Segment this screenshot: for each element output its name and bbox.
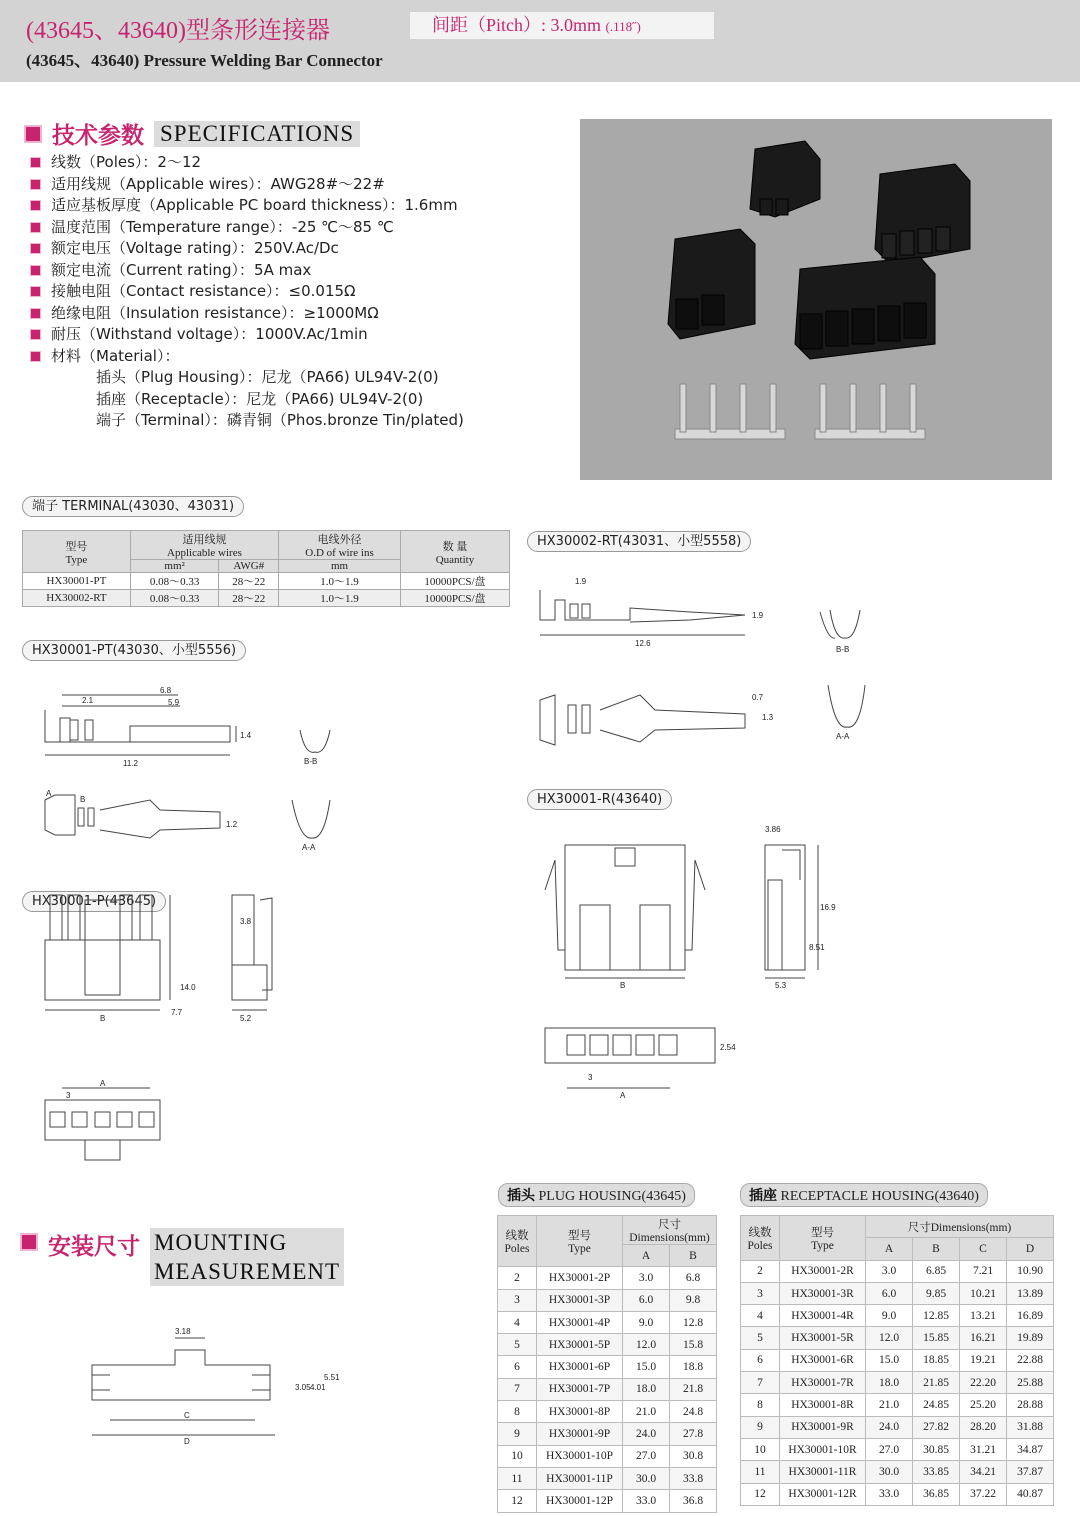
cell: HX30001-5P [537, 1334, 623, 1356]
cell: 1.0～1.9 [279, 590, 401, 607]
specifications-heading [24, 117, 360, 150]
table-row [741, 1483, 1054, 1505]
table-row [498, 1334, 717, 1356]
cell: 30.85 [913, 1438, 960, 1460]
bullet-icon [30, 243, 41, 254]
dim-text: 6.8 [160, 686, 172, 695]
pt-drawing-label: HX30001-PT(43030、小型5556) [22, 640, 246, 661]
dim-text: B [80, 795, 86, 804]
dim-text: 5.3 [775, 981, 787, 990]
cell: 7.21 [960, 1260, 1007, 1282]
cell: 9.85 [913, 1282, 960, 1304]
th-type [23, 531, 131, 573]
specifications-title-cn: 技术参数 [52, 123, 144, 149]
th-od [279, 531, 401, 560]
cell: HX30001-2P [537, 1267, 623, 1289]
cell: 31.88 [1007, 1416, 1054, 1438]
spec-item [30, 195, 464, 217]
cell: 12 [741, 1483, 780, 1505]
plug-housing-label-en: PLUG HOUSING(43645) [538, 1189, 686, 1204]
dim-text: 1.9 [752, 611, 764, 620]
th-od-en: O.D of wire ins [305, 547, 374, 559]
specifications-list [30, 152, 464, 432]
cell: 37.87 [1007, 1461, 1054, 1483]
table-row [741, 1438, 1054, 1460]
dim-text: 1.9 [575, 577, 587, 586]
cell: 5 [498, 1334, 537, 1356]
table-row [741, 1260, 1054, 1282]
cell: 3 [498, 1289, 537, 1311]
drawings-right [520, 560, 836, 1100]
cell: 21.8 [670, 1378, 717, 1400]
cell: 11 [741, 1461, 780, 1483]
dim-text: 1.3 [762, 713, 774, 722]
th-poles [741, 1216, 780, 1261]
cell: 36.8 [670, 1490, 717, 1512]
table-row [741, 1416, 1054, 1438]
th-qty [400, 531, 509, 573]
dim-text: B [620, 981, 626, 990]
cell: 13.21 [960, 1305, 1007, 1327]
mounting-title-en [150, 1228, 344, 1286]
table-row [498, 1267, 717, 1289]
cell: HX30001-4R [780, 1305, 866, 1327]
cell: HX30001-9P [537, 1423, 623, 1445]
mounting-title-cn: 安装尺寸 [48, 1234, 140, 1260]
th-qty-en: Quantity [435, 553, 475, 566]
cell: 12 [498, 1490, 537, 1512]
cell: 18.0 [866, 1372, 913, 1394]
table-row [23, 590, 510, 607]
dim-text: 5.9 [168, 698, 180, 707]
page-title: (43645、43640)型条形连接器 [26, 18, 330, 44]
cell: 27.8 [670, 1423, 717, 1445]
th-poles-cn: 线数 [748, 1226, 772, 1239]
cell: 12.0 [623, 1334, 670, 1356]
dim-text: B-B [304, 757, 318, 766]
dim-text: 3.86 [765, 825, 781, 834]
spec-item [30, 260, 464, 282]
table-row [498, 1356, 717, 1378]
cell: HX30001-3R [780, 1282, 866, 1304]
dim-text: A-A [302, 843, 316, 852]
spec-item [30, 303, 464, 325]
bullet-icon [30, 286, 41, 297]
cell: 22.20 [960, 1372, 1007, 1394]
table-row [498, 1289, 717, 1311]
spec-item [30, 346, 464, 368]
dim-text: 3.18 [175, 1327, 191, 1336]
cell: 18.8 [670, 1356, 717, 1378]
drawings-left [0, 660, 520, 1180]
th-type-en: Type [65, 553, 88, 566]
terminal-label: 端子 TERMINAL(43030、43031) [22, 496, 244, 517]
cell: 12.8 [670, 1311, 717, 1333]
cell: 5 [741, 1327, 780, 1349]
cell: 8 [741, 1394, 780, 1416]
spec-text: 耐压（Withstand voltage）：1000V.Ac/1min [51, 325, 368, 343]
cell: 30.8 [670, 1445, 717, 1467]
th-type-cn: 型号 [65, 540, 88, 553]
specifications-title-en: SPECIFICATIONS [154, 121, 360, 147]
cell: HX30001-12P [537, 1490, 623, 1512]
cell: 21.0 [866, 1394, 913, 1416]
th-mm2: mm² [130, 560, 219, 573]
receptacle-housing-label-cn: 插座 [749, 1189, 777, 1204]
th-poles [498, 1216, 537, 1267]
cell: 0.08～0.33 [130, 573, 219, 590]
cell: 10000PCS/盘 [400, 590, 509, 607]
bullet-icon [30, 222, 41, 233]
cell: 34.87 [1007, 1438, 1054, 1460]
cell: 15.85 [913, 1327, 960, 1349]
cell: 30.0 [866, 1461, 913, 1483]
table-row [498, 1423, 717, 1445]
cell: HX30001-11P [537, 1467, 623, 1489]
th-a: A [866, 1238, 913, 1260]
plug-housing-table [497, 1215, 717, 1513]
cell: 27.0 [866, 1438, 913, 1460]
spec-text: 额定电压（Voltage rating）：250V.Ac/Dc [51, 239, 339, 257]
cell: 19.21 [960, 1349, 1007, 1371]
th-poles-en: Poles [504, 1243, 530, 1256]
cell: 3.0 [866, 1260, 913, 1282]
dim-text: 14.0 [180, 983, 196, 992]
dim-text: 12.6 [635, 639, 651, 648]
mounting-drawing [80, 1320, 380, 1450]
receptacle-housing-label [740, 1183, 988, 1207]
table-row [23, 573, 510, 590]
table-row [741, 1305, 1054, 1327]
cell: 7 [498, 1378, 537, 1400]
cell: HX30001-2R [780, 1260, 866, 1282]
terminal-table [22, 530, 510, 607]
receptacle-housing-table [740, 1215, 1054, 1506]
dim-text: A-A [836, 732, 850, 741]
cell: 30.0 [623, 1467, 670, 1489]
dim-text: 0.7 [752, 693, 764, 702]
cell: 6.85 [913, 1260, 960, 1282]
cell: 1.0～1.9 [279, 573, 401, 590]
cell: 21.85 [913, 1372, 960, 1394]
cell: 27.82 [913, 1416, 960, 1438]
th-type [537, 1216, 623, 1267]
dim-text: 5.2 [240, 1014, 252, 1023]
dim-text: A [46, 789, 52, 798]
dim-text: 8.51 [809, 943, 825, 952]
dim-text: 1.4 [240, 731, 252, 740]
cell: 28～22 [219, 590, 279, 607]
cell: 18.85 [913, 1349, 960, 1371]
dim-text: 3 [66, 1091, 71, 1100]
th-b: B [670, 1245, 717, 1267]
table-row [741, 1349, 1054, 1371]
th-awg: AWG# [219, 560, 279, 573]
cell: 11 [498, 1467, 537, 1489]
cell: HX30001-8R [780, 1394, 866, 1416]
page-subtitle: (43645、43640) Pressure Welding Bar Connector [26, 51, 383, 70]
cell: 24.85 [913, 1394, 960, 1416]
cell: 12.85 [913, 1305, 960, 1327]
cell: 15.0 [623, 1356, 670, 1378]
cell: 10.90 [1007, 1260, 1054, 1282]
dim-text: 3 [588, 1073, 593, 1082]
cell: 8 [498, 1401, 537, 1423]
dim-text: 2.1 [82, 696, 94, 705]
bullet-icon [30, 200, 41, 211]
cell: HX30001-PT [23, 573, 131, 590]
th-wires [130, 531, 278, 560]
th-poles-en: Poles [747, 1239, 773, 1252]
p-drawing-label: HX30001-P(43645) [22, 891, 166, 912]
cell: HX30001-11R [780, 1461, 866, 1483]
cell: HX30001-6R [780, 1349, 866, 1371]
cell: 9.0 [623, 1311, 670, 1333]
spec-text: 额定电流（Current rating）：5A max [51, 260, 312, 279]
th-od-unit: mm [279, 560, 401, 573]
cell: 24.8 [670, 1401, 717, 1423]
pitch-label: 间距（Pitch）: [432, 15, 547, 35]
table-row [741, 1394, 1054, 1416]
th-wires-en: Applicable wires [167, 547, 242, 559]
cell: 10000PCS/盘 [400, 573, 509, 590]
cell: 9 [741, 1416, 780, 1438]
cell: 37.22 [960, 1483, 1007, 1505]
cell: 28.20 [960, 1416, 1007, 1438]
cell: 4 [741, 1305, 780, 1327]
cell: 10 [741, 1438, 780, 1460]
cell: 2 [741, 1260, 780, 1282]
th-b: B [913, 1238, 960, 1260]
cell: 9 [498, 1423, 537, 1445]
spec-item [30, 217, 464, 239]
cell: 6.8 [670, 1267, 717, 1289]
th-d: D [1007, 1238, 1054, 1260]
cell: 6 [741, 1349, 780, 1371]
material-item: 插头（Plug Housing）：尼龙（PA66) UL94V-2(0) [96, 368, 439, 386]
cell: 15.0 [866, 1349, 913, 1371]
receptacle-housing-label-en: RECEPTACLE HOUSING(43640) [780, 1189, 979, 1204]
cell: 21.0 [623, 1401, 670, 1423]
square-bullet-icon [20, 1233, 38, 1251]
cell: 36.85 [913, 1483, 960, 1505]
cell: 24.0 [866, 1416, 913, 1438]
th-a: A [623, 1245, 670, 1267]
spec-text: 线数（Poles）：2～12 [51, 153, 202, 171]
th-od-cn: 电线外径 [317, 534, 362, 546]
cell: 10 [498, 1445, 537, 1467]
spec-text: 温度范围（Temperature range）：-25 ℃～85 ℃ [51, 217, 394, 236]
spec-item [30, 281, 464, 303]
dim-text: 5.51 [324, 1373, 340, 1382]
th-poles-cn: 线数 [505, 1230, 529, 1243]
cell: 3 [741, 1282, 780, 1304]
cell: 7 [741, 1372, 780, 1394]
pitch-box [410, 12, 714, 39]
table-row [741, 1461, 1054, 1483]
page-header [0, 0, 1080, 82]
th-dims: 尺寸Dimensions(mm) [866, 1216, 1054, 1238]
cell: HX30001-7P [537, 1378, 623, 1400]
rt-drawing-label: HX30002-RT(43031、小型5558) [527, 531, 751, 552]
th-dims: 尺寸Dimensions(mm) [623, 1216, 717, 1245]
spec-text: 绝缘电阻（Insulation resistance）：≥1000MΩ [51, 303, 379, 322]
th-type [780, 1216, 866, 1261]
dim-text: A [100, 1079, 106, 1088]
plug-housing-label [498, 1183, 695, 1207]
bullet-icon [30, 351, 41, 362]
cell: HX30001-6P [537, 1356, 623, 1378]
cell: 6 [498, 1356, 537, 1378]
bullet-icon [30, 179, 41, 190]
plug-housing-label-cn: 插头 [507, 1189, 535, 1204]
dim-text: 4.01 [310, 1383, 326, 1392]
cell: 33.0 [866, 1483, 913, 1505]
table-row [498, 1445, 717, 1467]
cell: 0.08～0.33 [130, 590, 219, 607]
bullet-icon [30, 329, 41, 340]
dim-text: B-B [836, 645, 850, 654]
cell: HX30001-8P [537, 1401, 623, 1423]
bullet-icon [30, 157, 41, 168]
spec-text: 适用线规（Applicable wires）：AWG28#～22# [51, 174, 385, 193]
product-photo [580, 119, 1052, 480]
cell: HX30002-RT [23, 590, 131, 607]
dim-text: 1.2 [226, 820, 238, 829]
mounting-title-en-2: MEASUREMENT [154, 1259, 341, 1284]
mounting-heading [20, 1228, 344, 1286]
cell: 9.8 [670, 1289, 717, 1311]
cell: 6.0 [866, 1282, 913, 1304]
cell: 10.21 [960, 1282, 1007, 1304]
cell: 40.87 [1007, 1483, 1054, 1505]
table-row [498, 1311, 717, 1333]
cell: 33.0 [623, 1490, 670, 1512]
th-type-cn: 型号 [568, 1230, 591, 1243]
cell: 22.88 [1007, 1349, 1054, 1371]
cell: 16.89 [1007, 1305, 1054, 1327]
material-item: 端子（Terminal）：磷青铜（Phos.bronze Tin/plated) [96, 411, 464, 429]
material-item: 插座（Receptacle）：尼龙（PA66) UL94V-2(0) [96, 389, 424, 408]
cell: 28.88 [1007, 1394, 1054, 1416]
cell: 6.0 [623, 1289, 670, 1311]
bullet-icon [30, 265, 41, 276]
table-row [741, 1327, 1054, 1349]
th-type-en: Type [568, 1243, 591, 1256]
cell: HX30001-5R [780, 1327, 866, 1349]
cell: 15.8 [670, 1334, 717, 1356]
dim-text: 2.54 [720, 1043, 736, 1052]
dim-text: 11.2 [123, 759, 138, 768]
cell: HX30001-7R [780, 1372, 866, 1394]
pitch-inch: (.118˝) [605, 19, 641, 34]
cell: HX30001-10R [780, 1438, 866, 1460]
cell: 9.0 [866, 1305, 913, 1327]
cell: 3.0 [623, 1267, 670, 1289]
th-c: C [960, 1238, 1007, 1260]
bullet-icon [30, 308, 41, 319]
spec-text: 适应基板厚度（Applicable PC board thickness）：1.6mm [51, 196, 458, 214]
cell: HX30001-4P [537, 1311, 623, 1333]
cell: 27.0 [623, 1445, 670, 1467]
square-bullet-icon [24, 125, 42, 143]
dim-text: 3.05 [295, 1383, 311, 1392]
dim-text: 16.9 [820, 903, 836, 912]
cell: 33.85 [913, 1461, 960, 1483]
dim-text: C [184, 1411, 190, 1420]
r-drawing-label: HX30001-R(43640) [527, 789, 672, 810]
th-qty-cn: 数 量 [442, 540, 468, 553]
spec-text: 接触电阻（Contact resistance）：≤0.015Ω [51, 282, 356, 300]
cell: 31.21 [960, 1438, 1007, 1460]
mounting-title-en-1: MOUNTING [154, 1230, 288, 1255]
cell: 34.21 [960, 1461, 1007, 1483]
dim-text: D [184, 1437, 190, 1446]
cell: 13.89 [1007, 1282, 1054, 1304]
spec-text: 材料（Material）： [51, 346, 180, 365]
cell: 19.89 [1007, 1327, 1054, 1349]
cell: 28～22 [219, 573, 279, 590]
spec-item [30, 324, 464, 346]
cell: 18.0 [623, 1378, 670, 1400]
cell: HX30001-12R [780, 1483, 866, 1505]
table-row [498, 1490, 717, 1512]
cell: HX30001-3P [537, 1289, 623, 1311]
cell: HX30001-9R [780, 1416, 866, 1438]
cell: 25.20 [960, 1394, 1007, 1416]
cell: 4 [498, 1311, 537, 1333]
rt-cross-sections [820, 605, 880, 745]
th-type-en: Type [811, 1239, 834, 1252]
dim-text: A [620, 1091, 626, 1100]
table-row [498, 1467, 717, 1489]
dim-text: 7.7 [171, 1008, 183, 1017]
table-row [741, 1372, 1054, 1394]
pitch-value: 3.0mm [550, 15, 602, 35]
cell: 24.0 [623, 1423, 670, 1445]
cell: 2 [498, 1267, 537, 1289]
cell: 25.88 [1007, 1372, 1054, 1394]
spec-item [30, 174, 464, 196]
cell: HX30001-10P [537, 1445, 623, 1467]
spec-item [30, 152, 464, 174]
table-row [498, 1401, 717, 1423]
cell: 33.8 [670, 1467, 717, 1489]
th-wires-cn: 适用线规 [182, 534, 227, 546]
cell: 12.0 [866, 1327, 913, 1349]
dim-text: B [100, 1014, 106, 1023]
th-type-cn: 型号 [811, 1226, 834, 1239]
dim-text: 3.8 [240, 917, 252, 926]
table-row [498, 1378, 717, 1400]
spec-item [30, 238, 464, 260]
table-row [741, 1282, 1054, 1304]
cell: 16.21 [960, 1327, 1007, 1349]
connector-photo-illustration [580, 119, 1052, 480]
